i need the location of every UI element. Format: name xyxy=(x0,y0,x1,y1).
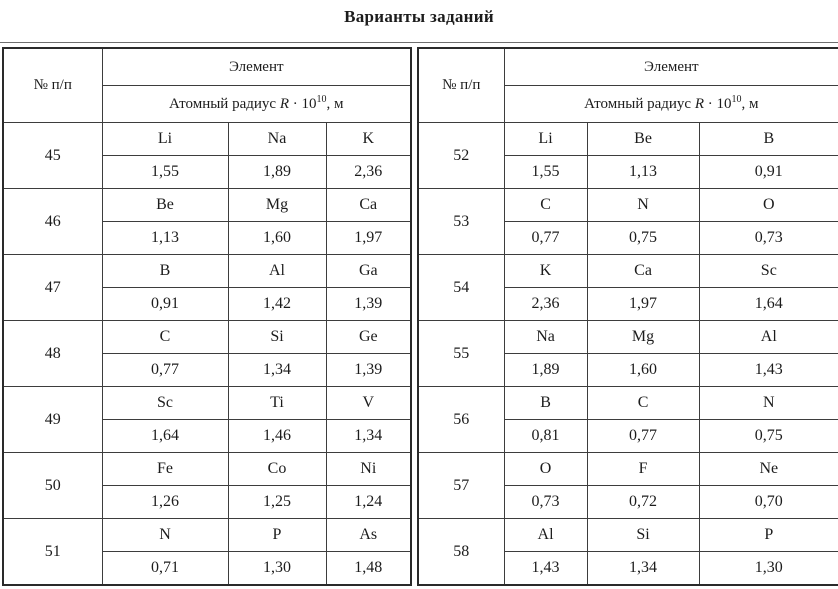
variant-number-cell: 45 xyxy=(3,123,102,189)
element-header-cell: Элемент xyxy=(102,48,411,86)
variant-number-cell: 50 xyxy=(3,453,102,519)
radius-exponent: 10 xyxy=(316,93,327,105)
element-symbol-cell: Mg xyxy=(587,321,699,354)
element-symbol-cell: As xyxy=(326,519,411,552)
radius-value-cell: 1,26 xyxy=(102,486,228,519)
num-header-cell: № п/п xyxy=(3,48,102,123)
element-symbol-cell: Ti xyxy=(228,387,326,420)
radius-value-cell: 0,81 xyxy=(504,420,587,453)
variant-element-row xyxy=(418,189,838,222)
radius-value-cell: 0,75 xyxy=(587,222,699,255)
radius-value-cell: 2,36 xyxy=(326,156,411,189)
variant-element-row xyxy=(3,123,411,156)
variant-number-cell: 49 xyxy=(3,387,102,453)
element-symbol-cell: B xyxy=(102,255,228,288)
element-header-cell: Элемент xyxy=(504,48,838,86)
element-symbol-cell: V xyxy=(326,387,411,420)
radius-header-cell xyxy=(504,86,838,123)
element-symbol-cell: C xyxy=(102,321,228,354)
element-symbol-cell: Ge xyxy=(326,321,411,354)
radius-value-cell: 1,97 xyxy=(587,288,699,321)
radius-value-cell: 1,39 xyxy=(326,288,411,321)
variant-number-cell: 58 xyxy=(418,519,504,586)
element-symbol-cell: P xyxy=(699,519,838,552)
variants-table-right xyxy=(417,47,838,586)
element-symbol-cell: C xyxy=(587,387,699,420)
radius-value-cell: 1,13 xyxy=(587,156,699,189)
radius-value-cell: 1,34 xyxy=(326,420,411,453)
radius-value-cell: 1,60 xyxy=(228,222,326,255)
variant-number-cell: 55 xyxy=(418,321,504,387)
radius-value-cell: 0,91 xyxy=(699,156,838,189)
radius-value-cell: 1,60 xyxy=(587,354,699,387)
variant-element-row xyxy=(3,321,411,354)
element-symbol-cell: O xyxy=(699,189,838,222)
radius-value-cell: 1,25 xyxy=(228,486,326,519)
element-symbol-cell: Al xyxy=(228,255,326,288)
element-symbol-cell: Si xyxy=(587,519,699,552)
radius-value-cell: 1,30 xyxy=(228,552,326,586)
table-body-left xyxy=(3,123,411,586)
radius-value-cell: 1,42 xyxy=(228,288,326,321)
variant-element-row xyxy=(418,453,838,486)
radius-value-cell: 0,73 xyxy=(699,222,838,255)
header-row-element xyxy=(3,48,411,86)
radius-value-cell: 1,89 xyxy=(504,354,587,387)
page-title: Варианты заданий xyxy=(344,7,494,26)
element-symbol-cell: K xyxy=(504,255,587,288)
tables-container xyxy=(2,47,838,586)
variants-table-left xyxy=(2,47,412,586)
radius-value-cell: 0,70 xyxy=(699,486,838,519)
element-symbol-cell: Mg xyxy=(228,189,326,222)
radius-label-mid: · 10 xyxy=(704,95,732,112)
variant-number-cell: 57 xyxy=(418,453,504,519)
element-symbol-cell: N xyxy=(102,519,228,552)
element-symbol-cell: C xyxy=(504,189,587,222)
table-header xyxy=(418,48,838,123)
variant-number-cell: 54 xyxy=(418,255,504,321)
top-rule-divider xyxy=(0,42,838,43)
table-header xyxy=(3,48,411,123)
variant-number-cell: 48 xyxy=(3,321,102,387)
radius-value-cell: 1,89 xyxy=(228,156,326,189)
radius-label-suffix: , м xyxy=(741,95,759,112)
radius-value-cell: 0,77 xyxy=(587,420,699,453)
element-symbol-cell: Ne xyxy=(699,453,838,486)
radius-value-cell: 1,55 xyxy=(504,156,587,189)
element-symbol-cell: B xyxy=(699,123,838,156)
element-symbol-cell: Ca xyxy=(326,189,411,222)
variant-element-row xyxy=(3,387,411,420)
radius-value-cell: 1,24 xyxy=(326,486,411,519)
variant-element-row xyxy=(418,255,838,288)
element-symbol-cell: Na xyxy=(504,321,587,354)
variant-element-row xyxy=(418,123,838,156)
variant-element-row xyxy=(3,189,411,222)
radius-label-prefix: Атомный радиус xyxy=(169,95,280,112)
element-symbol-cell: Li xyxy=(102,123,228,156)
variant-number-cell: 47 xyxy=(3,255,102,321)
radius-value-cell: 1,34 xyxy=(228,354,326,387)
radius-label-prefix: Атомный радиус xyxy=(584,95,695,112)
element-symbol-cell: B xyxy=(504,387,587,420)
variant-number-cell: 53 xyxy=(418,189,504,255)
radius-value-cell: 1,13 xyxy=(102,222,228,255)
radius-value-cell: 0,75 xyxy=(699,420,838,453)
radius-value-cell: 0,77 xyxy=(102,354,228,387)
variant-number-cell: 46 xyxy=(3,189,102,255)
element-symbol-cell: O xyxy=(504,453,587,486)
element-symbol-cell: Na xyxy=(228,123,326,156)
radius-value-cell: 0,77 xyxy=(504,222,587,255)
element-symbol-cell: Ga xyxy=(326,255,411,288)
radius-value-cell: 2,36 xyxy=(504,288,587,321)
radius-value-cell: 1,43 xyxy=(699,354,838,387)
radius-value-cell: 1,55 xyxy=(102,156,228,189)
radius-value-cell: 1,48 xyxy=(326,552,411,586)
radius-header-cell xyxy=(102,86,411,123)
variant-element-row xyxy=(3,519,411,552)
radius-value-cell: 0,71 xyxy=(102,552,228,586)
radius-value-cell: 1,46 xyxy=(228,420,326,453)
element-symbol-cell: Ni xyxy=(326,453,411,486)
radius-value-cell: 1,64 xyxy=(699,288,838,321)
element-symbol-cell: K xyxy=(326,123,411,156)
element-symbol-cell: Be xyxy=(587,123,699,156)
table-body-right xyxy=(418,123,838,586)
element-symbol-cell: Be xyxy=(102,189,228,222)
element-symbol-cell: F xyxy=(587,453,699,486)
radius-value-cell: 1,30 xyxy=(699,552,838,586)
variant-element-row xyxy=(418,321,838,354)
radius-value-cell: 1,34 xyxy=(587,552,699,586)
element-symbol-cell: P xyxy=(228,519,326,552)
element-symbol-cell: N xyxy=(587,189,699,222)
radius-value-cell: 1,39 xyxy=(326,354,411,387)
radius-value-cell: 1,43 xyxy=(504,552,587,586)
radius-value-cell: 0,91 xyxy=(102,288,228,321)
radius-symbol: R xyxy=(694,95,705,112)
radius-value-cell: 1,64 xyxy=(102,420,228,453)
variant-number-cell: 56 xyxy=(418,387,504,453)
element-symbol-cell: Li xyxy=(504,123,587,156)
radius-symbol: R xyxy=(279,95,289,112)
element-symbol-cell: Si xyxy=(228,321,326,354)
variant-number-cell: 51 xyxy=(3,519,102,586)
radius-value-cell: 1,97 xyxy=(326,222,411,255)
header-row-element xyxy=(418,48,838,86)
variant-element-row xyxy=(418,519,838,552)
element-symbol-cell: Al xyxy=(504,519,587,552)
variant-element-row xyxy=(3,255,411,288)
variant-element-row xyxy=(3,453,411,486)
radius-label-suffix: , м xyxy=(326,95,344,112)
variant-number-cell: 52 xyxy=(418,123,504,189)
radius-value-cell: 0,72 xyxy=(587,486,699,519)
element-symbol-cell: N xyxy=(699,387,838,420)
num-header-cell: № п/п xyxy=(418,48,504,123)
radius-value-cell: 0,73 xyxy=(504,486,587,519)
element-symbol-cell: Sc xyxy=(699,255,838,288)
element-symbol-cell: Al xyxy=(699,321,838,354)
variant-element-row xyxy=(418,387,838,420)
radius-label-mid: · 10 xyxy=(288,95,317,112)
element-symbol-cell: Co xyxy=(228,453,326,486)
radius-exponent: 10 xyxy=(731,93,742,105)
element-symbol-cell: Fe xyxy=(102,453,228,486)
element-symbol-cell: Sc xyxy=(102,387,228,420)
element-symbol-cell: Ca xyxy=(587,255,699,288)
